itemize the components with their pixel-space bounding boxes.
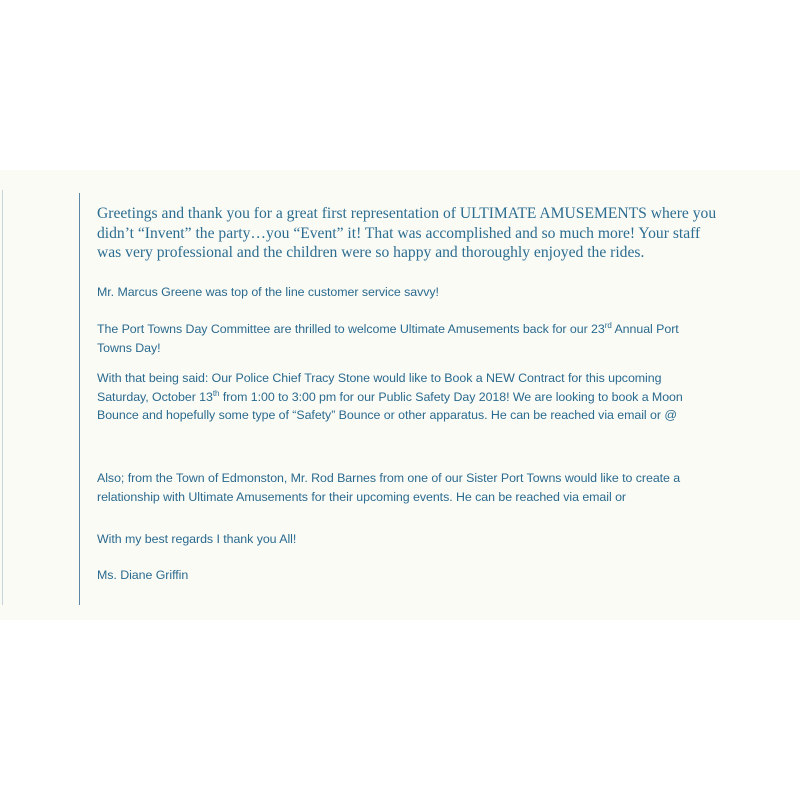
greeting-line-1: Greetings and thank you for a great first representation of ULTIMATE AMUSEMENTS where you — [97, 205, 717, 222]
date-suffix: th — [212, 388, 220, 398]
page-edge-line — [2, 190, 3, 605]
closing-line — [97, 530, 787, 549]
contract-line-2-text: Saturday, October 13 — [97, 389, 213, 404]
contract-line-3: Bounce and hopefully some type of “Safety” Bounce or other apparatus. He can be reached via email or @ — [97, 408, 677, 422]
closing-text: With my best regards I thank you All! — [97, 532, 297, 546]
welcome-line-1 — [97, 320, 787, 339]
welcome-line-2: Towns Day! — [97, 340, 161, 355]
welcome-line-1-text: The Port Towns Day Committee are thrilled to welcome Ultimate Amusements back for our 23 — [97, 322, 605, 336]
welcome-line-1-end: Annual Port — [611, 322, 679, 336]
ordinal-suffix: rd — [604, 320, 612, 330]
contract-line-2-end: from 1:00 to 3:00 pm for our Public Safety Day 2018! We are looking to book a Moon — [219, 389, 683, 404]
edmonston-line-2: relationship with Ultimate Amusements for their upcoming events. He can be reached via email or — [97, 489, 626, 504]
greeting-paragraph — [97, 204, 787, 263]
praise-line: Mr. Marcus Greene was top of the line customer service savvy! — [97, 285, 439, 299]
left-margin-rule — [79, 193, 80, 605]
greeting-line-2: didn’t “Invent” the party…you “Event” it! That was accomplished and so much more! Your staff — [97, 224, 701, 242]
welcome-paragraph — [97, 320, 787, 357]
signature-text: Ms. Diane Griffin — [97, 568, 189, 582]
contract-line-2 — [97, 388, 787, 407]
contract-paragraph — [97, 369, 787, 425]
edmonston-line-1: Also; from the Town of Edmonston, Mr. Rod Barnes from one of our Sister Port Towns would like to create a — [97, 471, 681, 485]
praise-paragraph — [97, 283, 787, 302]
contract-line-1: With that being said: Our Police Chief Tracy Stone would like to Book a NEW Contract for this upcoming — [97, 371, 662, 385]
edmonston-paragraph — [97, 469, 787, 506]
greeting-line-3: was very professional and the children were so happy and thoroughly enjoyed the rides. — [97, 244, 645, 261]
signature-line — [97, 566, 787, 585]
